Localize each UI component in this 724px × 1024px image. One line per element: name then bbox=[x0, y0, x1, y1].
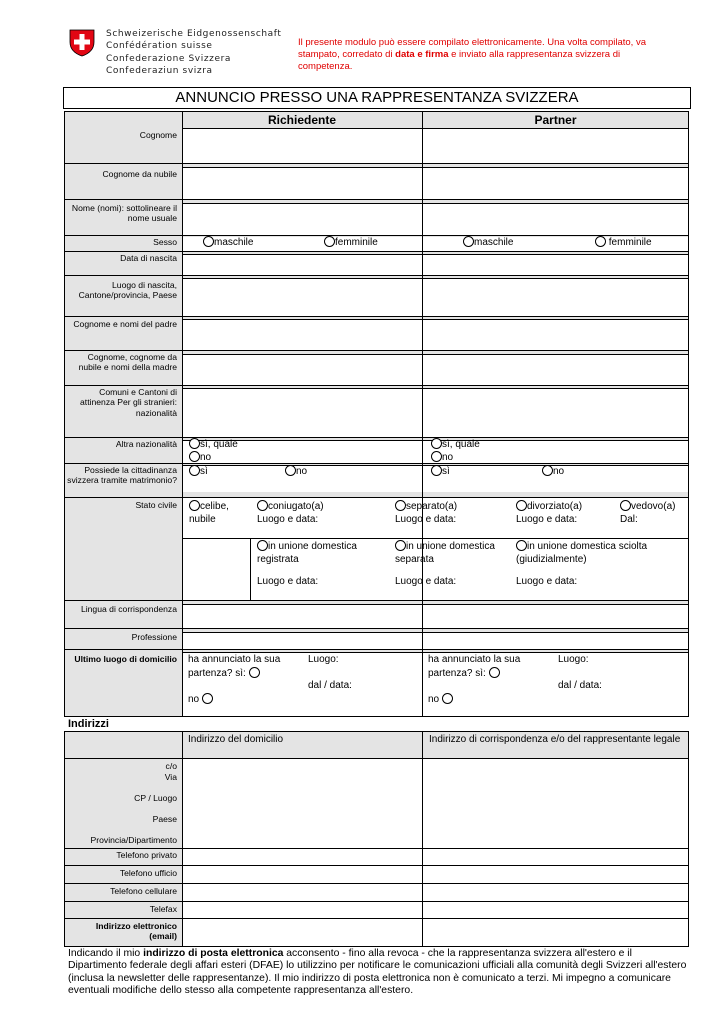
luogo-data-label: Luogo e data: bbox=[257, 576, 319, 587]
radio-icon[interactable] bbox=[620, 500, 631, 511]
electronic-notice bbox=[298, 37, 670, 74]
radio-icon[interactable] bbox=[395, 540, 406, 551]
applicant-column-title: Richiedente bbox=[267, 113, 336, 127]
applicant-professione-field[interactable] bbox=[183, 633, 422, 649]
confed-line-rm: Confederaziun svizra bbox=[106, 66, 213, 77]
label-via: Via bbox=[164, 772, 177, 782]
radio-icon[interactable] bbox=[595, 236, 606, 247]
luogo-label: Luogo: bbox=[308, 654, 339, 665]
option-label: no bbox=[188, 694, 200, 705]
civil-status-registered[interactable] bbox=[257, 540, 393, 589]
corresp-tel-ufficio[interactable] bbox=[423, 866, 688, 883]
label-cittadinanza: Possiede la cittadinanza svizzera tramite matrimonio? bbox=[67, 465, 177, 486]
applicant-cognome-nubile-field[interactable] bbox=[183, 168, 422, 199]
applicant-other-nationality bbox=[189, 438, 238, 464]
applicant-luogo-nascita-field[interactable] bbox=[183, 279, 422, 316]
luogo-data-label: Luogo e data: bbox=[395, 576, 457, 587]
option-label: in unione domestica separata bbox=[395, 541, 495, 565]
radio-icon[interactable] bbox=[285, 465, 296, 476]
applicant-cognome-field[interactable] bbox=[183, 129, 422, 163]
corresp-header-text: Indirizzo di corrispondenza e/o del rappresentante legale bbox=[429, 734, 681, 745]
label-tel-ufficio: Telefono ufficio bbox=[119, 868, 177, 878]
address-labels bbox=[65, 759, 182, 846]
label-sesso: Sesso bbox=[153, 237, 177, 247]
partner-professione-field[interactable] bbox=[423, 633, 688, 649]
partner-cognome-field[interactable] bbox=[423, 129, 688, 163]
dal-label: Dal: bbox=[620, 513, 638, 525]
main-table bbox=[64, 111, 689, 717]
civil-status-union-dissolved[interactable] bbox=[516, 540, 688, 589]
label-tel-cellulare: Telefono cellulare bbox=[110, 886, 177, 896]
consent-pre: Indicando il mio bbox=[68, 948, 144, 959]
notice-text-bold: data e firma bbox=[395, 49, 449, 61]
partner-padre-field[interactable] bbox=[423, 320, 688, 350]
label-professione: Professione bbox=[131, 632, 177, 642]
label-data-nascita: Data di nascita bbox=[120, 253, 177, 263]
civil-status-married[interactable] bbox=[257, 500, 387, 526]
header-applicant bbox=[182, 112, 422, 128]
label-cp: CP / Luogo bbox=[134, 793, 177, 803]
domicile-tel-privato[interactable] bbox=[183, 849, 422, 865]
label-co: c/o bbox=[165, 761, 177, 771]
corresp-telefax[interactable] bbox=[423, 902, 688, 918]
domicile-email[interactable] bbox=[183, 919, 422, 946]
partner-sex-male[interactable] bbox=[463, 236, 513, 250]
option-label: sì bbox=[442, 466, 450, 477]
partner-luogo-nascita-field[interactable] bbox=[423, 279, 688, 316]
option-label: no bbox=[428, 694, 440, 705]
applicant-attinenza-field[interactable] bbox=[183, 389, 422, 437]
partner-attinenza-field[interactable] bbox=[423, 389, 688, 437]
confed-line-de: Schweizerische Eidgenossenschaft bbox=[106, 29, 282, 39]
luogo-data-label: Luogo e data: bbox=[516, 576, 578, 587]
email-consent-text bbox=[68, 948, 693, 998]
option-label: vedovo(a) bbox=[631, 501, 676, 512]
luogo-data-label: Luogo e data: bbox=[395, 513, 457, 525]
applicant-citizenship-yes[interactable] bbox=[189, 465, 208, 479]
radio-icon[interactable] bbox=[431, 438, 442, 449]
label-paese: Paese bbox=[152, 814, 177, 824]
dal-data-label: dal / data: bbox=[558, 679, 602, 691]
civil-status-divorced[interactable] bbox=[516, 500, 616, 526]
option-label: coniugato(a) bbox=[268, 501, 324, 512]
option-label: in unione domestica registrata bbox=[257, 541, 357, 565]
partner-cognome-nubile-field[interactable] bbox=[423, 168, 688, 199]
address-table bbox=[64, 731, 689, 947]
option-label: maschile bbox=[214, 237, 254, 248]
corresp-tel-cellulare[interactable] bbox=[423, 884, 688, 901]
radio-icon[interactable] bbox=[257, 500, 268, 511]
label-ultimo-domicilio: Ultimo luogo di domicilio bbox=[74, 654, 177, 664]
label-cognome: Cognome bbox=[139, 130, 177, 140]
option-label: femminile bbox=[608, 237, 652, 248]
luogo-label: Luogo: bbox=[558, 654, 589, 665]
radio-icon[interactable] bbox=[442, 693, 453, 704]
label-telefax: Telefax bbox=[149, 904, 177, 914]
applicant-madre-field[interactable] bbox=[183, 355, 422, 385]
radio-icon[interactable] bbox=[516, 540, 527, 551]
applicant-citizenship-no[interactable] bbox=[285, 465, 307, 479]
label-attinenza: Comuni e Cantoni di attinenza Per gli stranieri: nazionalità bbox=[80, 387, 177, 418]
partner-madre-field[interactable] bbox=[423, 355, 688, 385]
option-label: sì, quale bbox=[442, 439, 480, 450]
civil-status-single[interactable] bbox=[189, 500, 251, 526]
radio-icon[interactable] bbox=[203, 236, 214, 247]
applicant-departure bbox=[188, 654, 298, 707]
partner-column-title: Partner bbox=[534, 113, 577, 127]
domicile-tel-ufficio[interactable] bbox=[183, 866, 422, 883]
label-tel-privato: Telefono privato bbox=[116, 850, 177, 860]
consent-post: acconsento - fino alla revoca - che la rappresentanza svizzera all'estero e il Dipartimento federale degli affari esteri (DFAE) lo utilizzino per notificare le comunicazioni ufficiali alla comunità degli Svizzeri all'estero (inclusa la newsletter delle rappresentanze). Il mio indirizzo di posta elettronica non è comunicato a terzi. Mi impegno a comunicare eventuali modifiche dello stesso alla competente rappresentanza all'estero. bbox=[68, 948, 687, 997]
applicant-nome-field[interactable] bbox=[183, 204, 422, 235]
radio-icon[interactable] bbox=[189, 500, 200, 511]
radio-icon[interactable] bbox=[249, 667, 260, 678]
consent-bold: indirizzo di posta elettronica bbox=[143, 948, 284, 959]
applicant-sex-female[interactable] bbox=[324, 236, 378, 250]
partner-citizenship-yes[interactable] bbox=[431, 465, 450, 479]
option-label: separato(a) bbox=[406, 501, 458, 512]
radio-icon[interactable] bbox=[395, 500, 406, 511]
civil-status-widowed[interactable] bbox=[620, 500, 688, 526]
civil-status-union-separated[interactable] bbox=[395, 540, 505, 589]
luogo-data-label: Luogo e data: bbox=[257, 513, 319, 525]
confederation-name bbox=[106, 28, 282, 78]
radio-icon[interactable] bbox=[202, 693, 213, 704]
domicile-header bbox=[182, 732, 422, 758]
applicant-departure-place[interactable] bbox=[308, 654, 418, 692]
radio-icon[interactable] bbox=[489, 667, 500, 678]
domicile-address-field[interactable] bbox=[183, 759, 422, 848]
applicant-other-nat-yes[interactable] bbox=[189, 438, 238, 451]
departure-question: ha annunciato la sua partenza? sì: bbox=[428, 654, 521, 679]
radio-icon[interactable] bbox=[542, 465, 553, 476]
corresp-tel-privato[interactable] bbox=[423, 849, 688, 865]
notice-text-post: e inviato alla rappresentanza svizzera di competenza. bbox=[298, 49, 621, 73]
option-label: celibe, nubile bbox=[189, 501, 229, 525]
confed-line-fr: Confédération suisse bbox=[106, 41, 213, 52]
label-nome: Nome (nomi): sottolineare il nome usuale bbox=[71, 203, 177, 224]
header-partner bbox=[423, 112, 688, 128]
partner-departure bbox=[428, 654, 538, 707]
radio-icon[interactable] bbox=[324, 236, 335, 247]
option-label: in unione domestica sciolta (giudizialmente) bbox=[516, 541, 648, 565]
radio-icon[interactable] bbox=[257, 540, 268, 551]
option-label: maschile bbox=[474, 237, 514, 248]
radio-icon[interactable] bbox=[189, 465, 200, 476]
departure-question: ha annunciato la sua partenza? sì: bbox=[188, 654, 281, 679]
option-label: no bbox=[200, 452, 212, 463]
domicile-header-text: Indirizzo del domicilio bbox=[188, 734, 284, 745]
radio-icon[interactable] bbox=[431, 451, 442, 462]
applicant-data-nascita-field[interactable] bbox=[183, 255, 422, 275]
confed-line-it: Confederazione Svizzera bbox=[106, 53, 232, 64]
applicant-sex-male[interactable] bbox=[203, 236, 253, 250]
partner-other-nationality bbox=[431, 438, 480, 464]
partner-citizenship-no[interactable] bbox=[542, 465, 564, 479]
partner-lingua-field[interactable] bbox=[423, 605, 688, 628]
domicile-telefax[interactable] bbox=[183, 902, 422, 918]
label-lingua: Lingua di corrispondenza bbox=[80, 604, 177, 614]
swiss-coat-of-arms-icon bbox=[69, 29, 95, 57]
radio-icon[interactable] bbox=[463, 236, 474, 247]
corresp-email[interactable] bbox=[423, 919, 688, 946]
partner-nome-field[interactable] bbox=[423, 204, 688, 235]
dal-data-label: dal / data: bbox=[308, 679, 352, 691]
option-label: sì bbox=[200, 466, 208, 477]
partner-departure-place[interactable] bbox=[558, 654, 678, 692]
label-altra-nazionalita: Altra nazionalità bbox=[115, 439, 177, 449]
radio-icon[interactable] bbox=[431, 465, 442, 476]
addresses-title: Indirizzi bbox=[68, 718, 109, 730]
partner-other-nat-yes[interactable] bbox=[431, 438, 480, 451]
option-label: no bbox=[553, 466, 565, 477]
label-padre: Cognome e nomi del padre bbox=[73, 319, 177, 329]
label-stato-civile: Stato civile bbox=[135, 500, 177, 510]
option-label: no bbox=[296, 466, 308, 477]
label-cognome-nubile: Cognome da nubile bbox=[102, 169, 177, 179]
option-label: femminile bbox=[335, 237, 378, 248]
radio-icon[interactable] bbox=[516, 500, 527, 511]
label-email: Indirizzo elettronico (email) bbox=[95, 921, 177, 942]
partner-other-nat-no[interactable] bbox=[431, 451, 480, 464]
label-madre: Cognome, cognome da nubile e nomi della madre bbox=[78, 352, 177, 373]
civil-status-separated[interactable] bbox=[395, 500, 515, 526]
label-provincia: Provincia/Dipartimento bbox=[90, 835, 177, 845]
corresp-header bbox=[423, 732, 688, 758]
notice-text-pre: Il presente modulo può essere compilato elettronicamente. Una volta compilato, va stampato, corredato di bbox=[298, 37, 646, 61]
form-title: ANNUNCIO PRESSO UNA RAPPRESENTANZA SVIZZERA bbox=[63, 87, 691, 109]
label-luogo-nascita: Luogo di nascita, Cantone/provincia, Paese bbox=[78, 280, 177, 301]
radio-icon[interactable] bbox=[189, 451, 200, 462]
applicant-other-nat-no[interactable] bbox=[189, 451, 238, 464]
option-label: divorziato(a) bbox=[527, 501, 583, 512]
partner-data-nascita-field[interactable] bbox=[423, 255, 688, 275]
corresp-address-field[interactable] bbox=[423, 759, 688, 848]
option-label: sì, quale bbox=[200, 439, 238, 450]
radio-icon[interactable] bbox=[189, 438, 200, 449]
luogo-data-label: Luogo e data: bbox=[516, 513, 578, 525]
partner-sex-female[interactable] bbox=[595, 236, 652, 250]
applicant-padre-field[interactable] bbox=[183, 320, 422, 350]
option-label: no bbox=[442, 452, 454, 463]
applicant-lingua-field[interactable] bbox=[183, 605, 422, 628]
domicile-tel-cellulare[interactable] bbox=[183, 884, 422, 901]
